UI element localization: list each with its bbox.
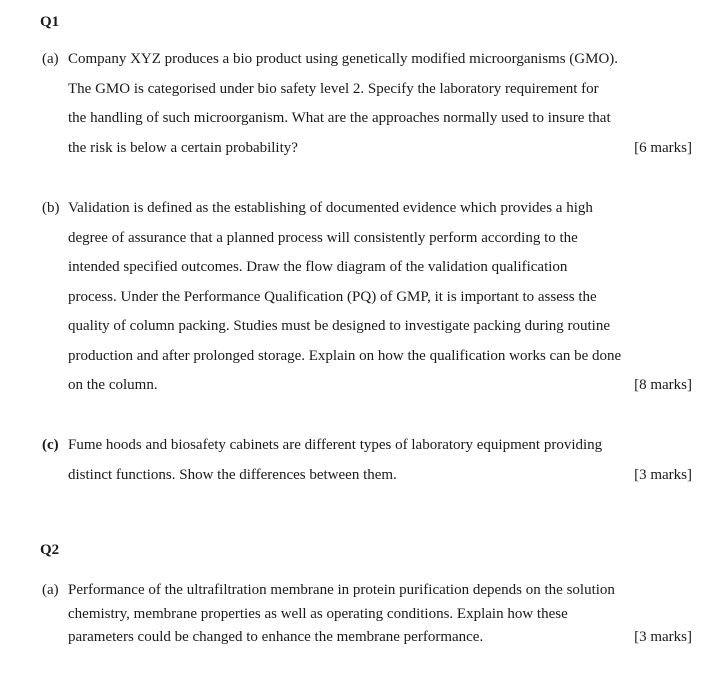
q1c-line-2: distinct functions. Show the differences between them. [3 marks]: [68, 466, 692, 483]
q1b-line-7: on the column. [8 marks]: [68, 377, 692, 393]
q1-heading: Q1: [40, 14, 60, 30]
q1c-label: (c): [42, 437, 59, 453]
q1b-line-4: process. Under the Performance Qualification (PQ) of GMP, it is important to assess the: [68, 288, 597, 305]
q1-part-c: [42, 435, 692, 494]
q1a-line-1: (a) Company XYZ produces a bio product using genetically modified microorganisms (GMO).: [42, 51, 619, 67]
q1b-line-3: intended specified outcomes. Draw the flow diagram of the validation qualification: [68, 259, 568, 275]
q2a-marks: [3 marks]: [634, 629, 692, 645]
q1b-label: (b): [42, 200, 60, 216]
q1a-label: (a): [42, 51, 59, 67]
q1c-marks: [3 marks]: [634, 466, 692, 483]
q1c-line-1: (c) Fume hoods and biosafety cabinets are different types of laboratory equipment providing: [42, 437, 603, 453]
q1a-line-2: The GMO is categorised under bio safety level 2. Specify the laboratory requirement for: [68, 80, 599, 97]
q2a-line-2: chemistry, membrane properties as well as operating conditions. Explain how these: [68, 605, 568, 622]
q1b-marks: [8 marks]: [634, 377, 692, 393]
q2-heading: Q2: [40, 542, 60, 558]
q1b-line-5: quality of column packing. Studies must be designed to investigate packing during routine: [68, 318, 610, 334]
q1-part-b: [42, 198, 692, 405]
q2-part-a: [42, 580, 692, 651]
q1b-line-1: (b) Validation is defined as the establishing of documented evidence which provides a high: [42, 200, 593, 216]
q1a-marks: [6 marks]: [634, 139, 692, 156]
q2a-label: (a): [42, 582, 59, 598]
q2a-line-3: parameters could be changed to enhance the membrane performance. [3 marks]: [68, 629, 692, 645]
q1a-line-4: the risk is below a certain probability? [6 marks]: [68, 139, 692, 156]
q1b-line-6: production and after prolonged storage. Explain on how the qualification works can be done: [68, 347, 622, 364]
q1-part-a: [42, 49, 692, 167]
q1b-line-2: degree of assurance that a planned process will consistently perform according to the: [68, 229, 578, 246]
q1a-line-3: the handling of such microorganism. What are the approaches normally used to insure that: [68, 110, 611, 126]
q2a-line-1: (a) Performance of the ultrafiltration membrane in protein purification depends on the solution: [42, 582, 615, 598]
